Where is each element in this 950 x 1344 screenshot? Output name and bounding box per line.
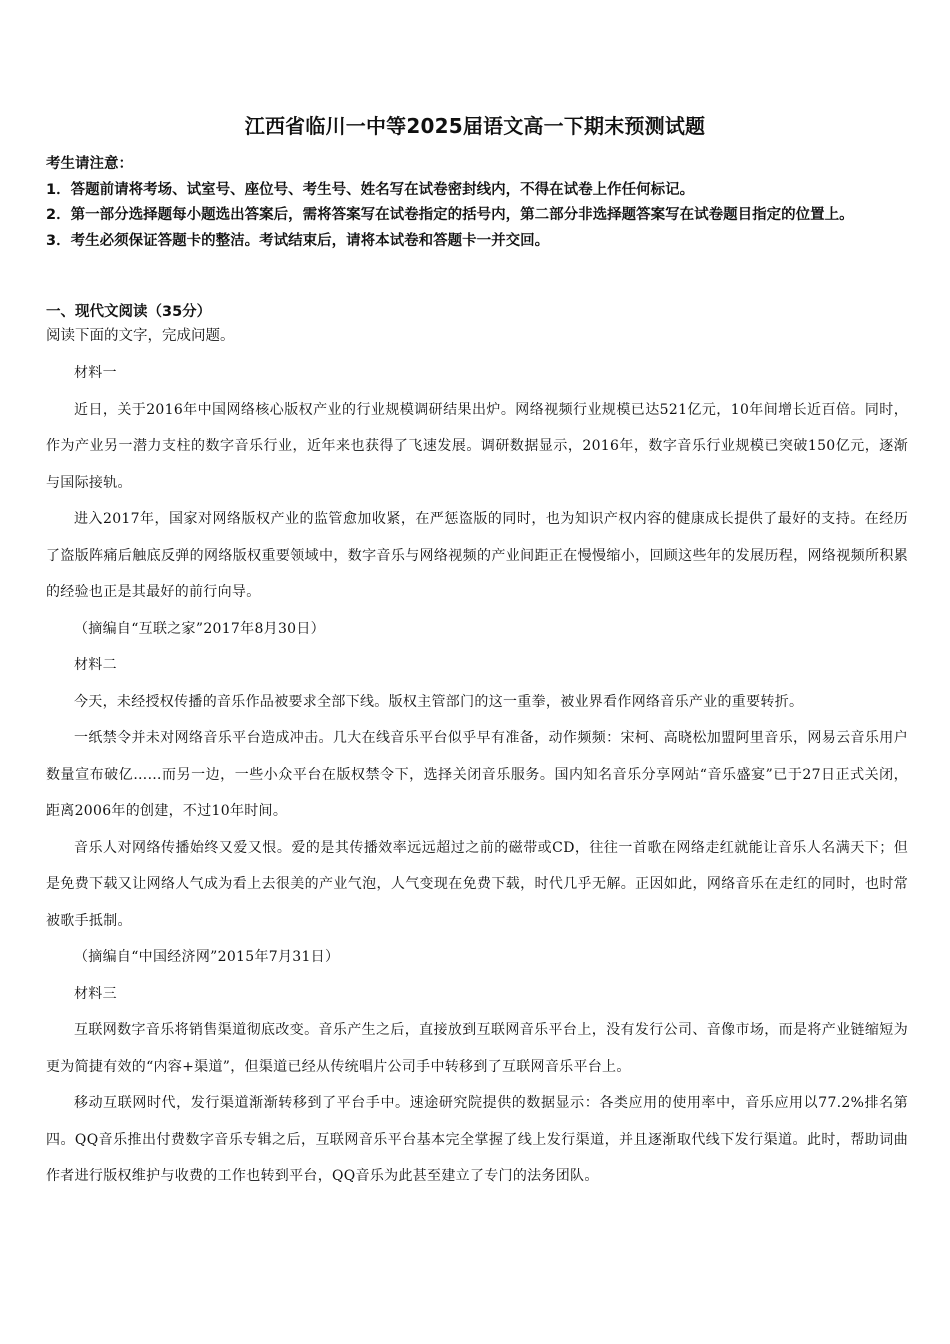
- material-label-1: 材料一: [74, 365, 117, 381]
- passage-paragraph: 移动互联网时代，发行渠道渐渐转移到了平台手中。速途研究院提供的数据显示：各类应用的使用率中，音乐应用以77.2%排名第四。QQ音乐推出付费数字音乐专辑之后，互联网音乐平台基本完全掌握了线上发行渠道，并且逐渐取代线下发行渠道。此时，帮助词曲作者进行版权维护与收费的工作也转到平台，QQ音乐为此甚至建立了专门的法务团队。: [46, 1095, 908, 1184]
- reading-passage: [46, 355, 908, 1195]
- section-instruction: 阅读下面的文字，完成问题。: [46, 328, 235, 344]
- notice-item-1: 1．答题前请将考场、试室号、座位号、考生号、姓名写在试卷密封线内，不得在试卷上作任何标记。: [46, 181, 695, 198]
- reading-section-header: [46, 300, 911, 348]
- notice-item-3: 3．考生必须保证答题卡的整洁。考试结束后，请将本试卷和答题卡一并交回。: [46, 232, 550, 249]
- passage-paragraph: 近日，关于2016年中国网络核心版权产业的行业规模调研结果出炉。网络视频行业规模已达521亿元，10年间增长近百倍。同时，作为产业另一潜力支柱的数字音乐行业，近年来也获得了飞速发展。调研数据显示，2016年，数字音乐行业规模已突破150亿元，逐渐与国际接轨。: [46, 401, 908, 491]
- source-citation-1: （摘编自“互联之家”2017年8月30日）: [74, 620, 325, 637]
- exam-notice: [46, 152, 911, 254]
- source-citation-2: （摘编自“中国经济网”2015年7月31日）: [74, 949, 340, 965]
- notice-item-2: 2．第一部分选择题每小题选出答案后，需将答案写在试卷指定的括号内，第二部分非选择题答案写在试卷题目指定的位置上。: [46, 207, 854, 223]
- material-label-3: 材料三: [74, 985, 117, 1002]
- passage-paragraph: 一纸禁令并未对网络音乐平台造成冲击。几大在线音乐平台似乎早有准备，动作频频：宋柯、高晓松加盟阿里音乐，网易云音乐用户数量宣布破亿……而另一边，一些小众平台在版权禁令下，选择关闭音乐服务。国内知名音乐分享网站“音乐盛宴”已于27日正式关闭，距离2006年的创建，不过10年时间。: [46, 730, 908, 819]
- material-label-2: 材料二: [74, 657, 117, 673]
- passage-paragraph: 互联网数字音乐将销售渠道彻底改变。音乐产生之后，直接放到互联网音乐平台上，没有发行公司、音像市场，而是将产业链缩短为更为简捷有效的“内容+渠道”，但渠道已经从传统唱片公司手中转移到了互联网音乐平台上。: [46, 1022, 908, 1075]
- passage-paragraph: 今天，未经授权传播的音乐作品被要求全部下线。版权主管部门的这一重拳，被业界看作网络音乐产业的重要转折。: [74, 693, 804, 710]
- section-heading: 一、现代文阅读（35分）: [46, 304, 212, 320]
- document-title: 江西省临川一中等2025届语文高一下期末预测试题: [244, 114, 706, 138]
- passage-paragraph: 音乐人对网络传播始终又爱又恨。爱的是其传播效率远远超过之前的磁带或CD，往往一首歌在网络走红就能让音乐人名满天下；但是免费下载又让网络人气成为看上去很美的产业气泡，人气变现在免费下载，时代几乎无解。正因如此，网络音乐在走红的同时，也时常被歌手抵制。: [46, 839, 908, 929]
- passage-paragraph: 进入2017年，国家对网络版权产业的监管愈加收紧，在严惩盗版的同时，也为知识产权内容的健康成长提供了最好的支持。在经历了盗版阵痛后触底反弹的网络版权重要领域中，数字音乐与网络视频的产业间距正在慢慢缩小，回顾这些年的发展历程，网络视频所积累的经验也正是其最好的前行向导。: [46, 511, 908, 600]
- notice-heading: 考生请注意：: [46, 156, 133, 172]
